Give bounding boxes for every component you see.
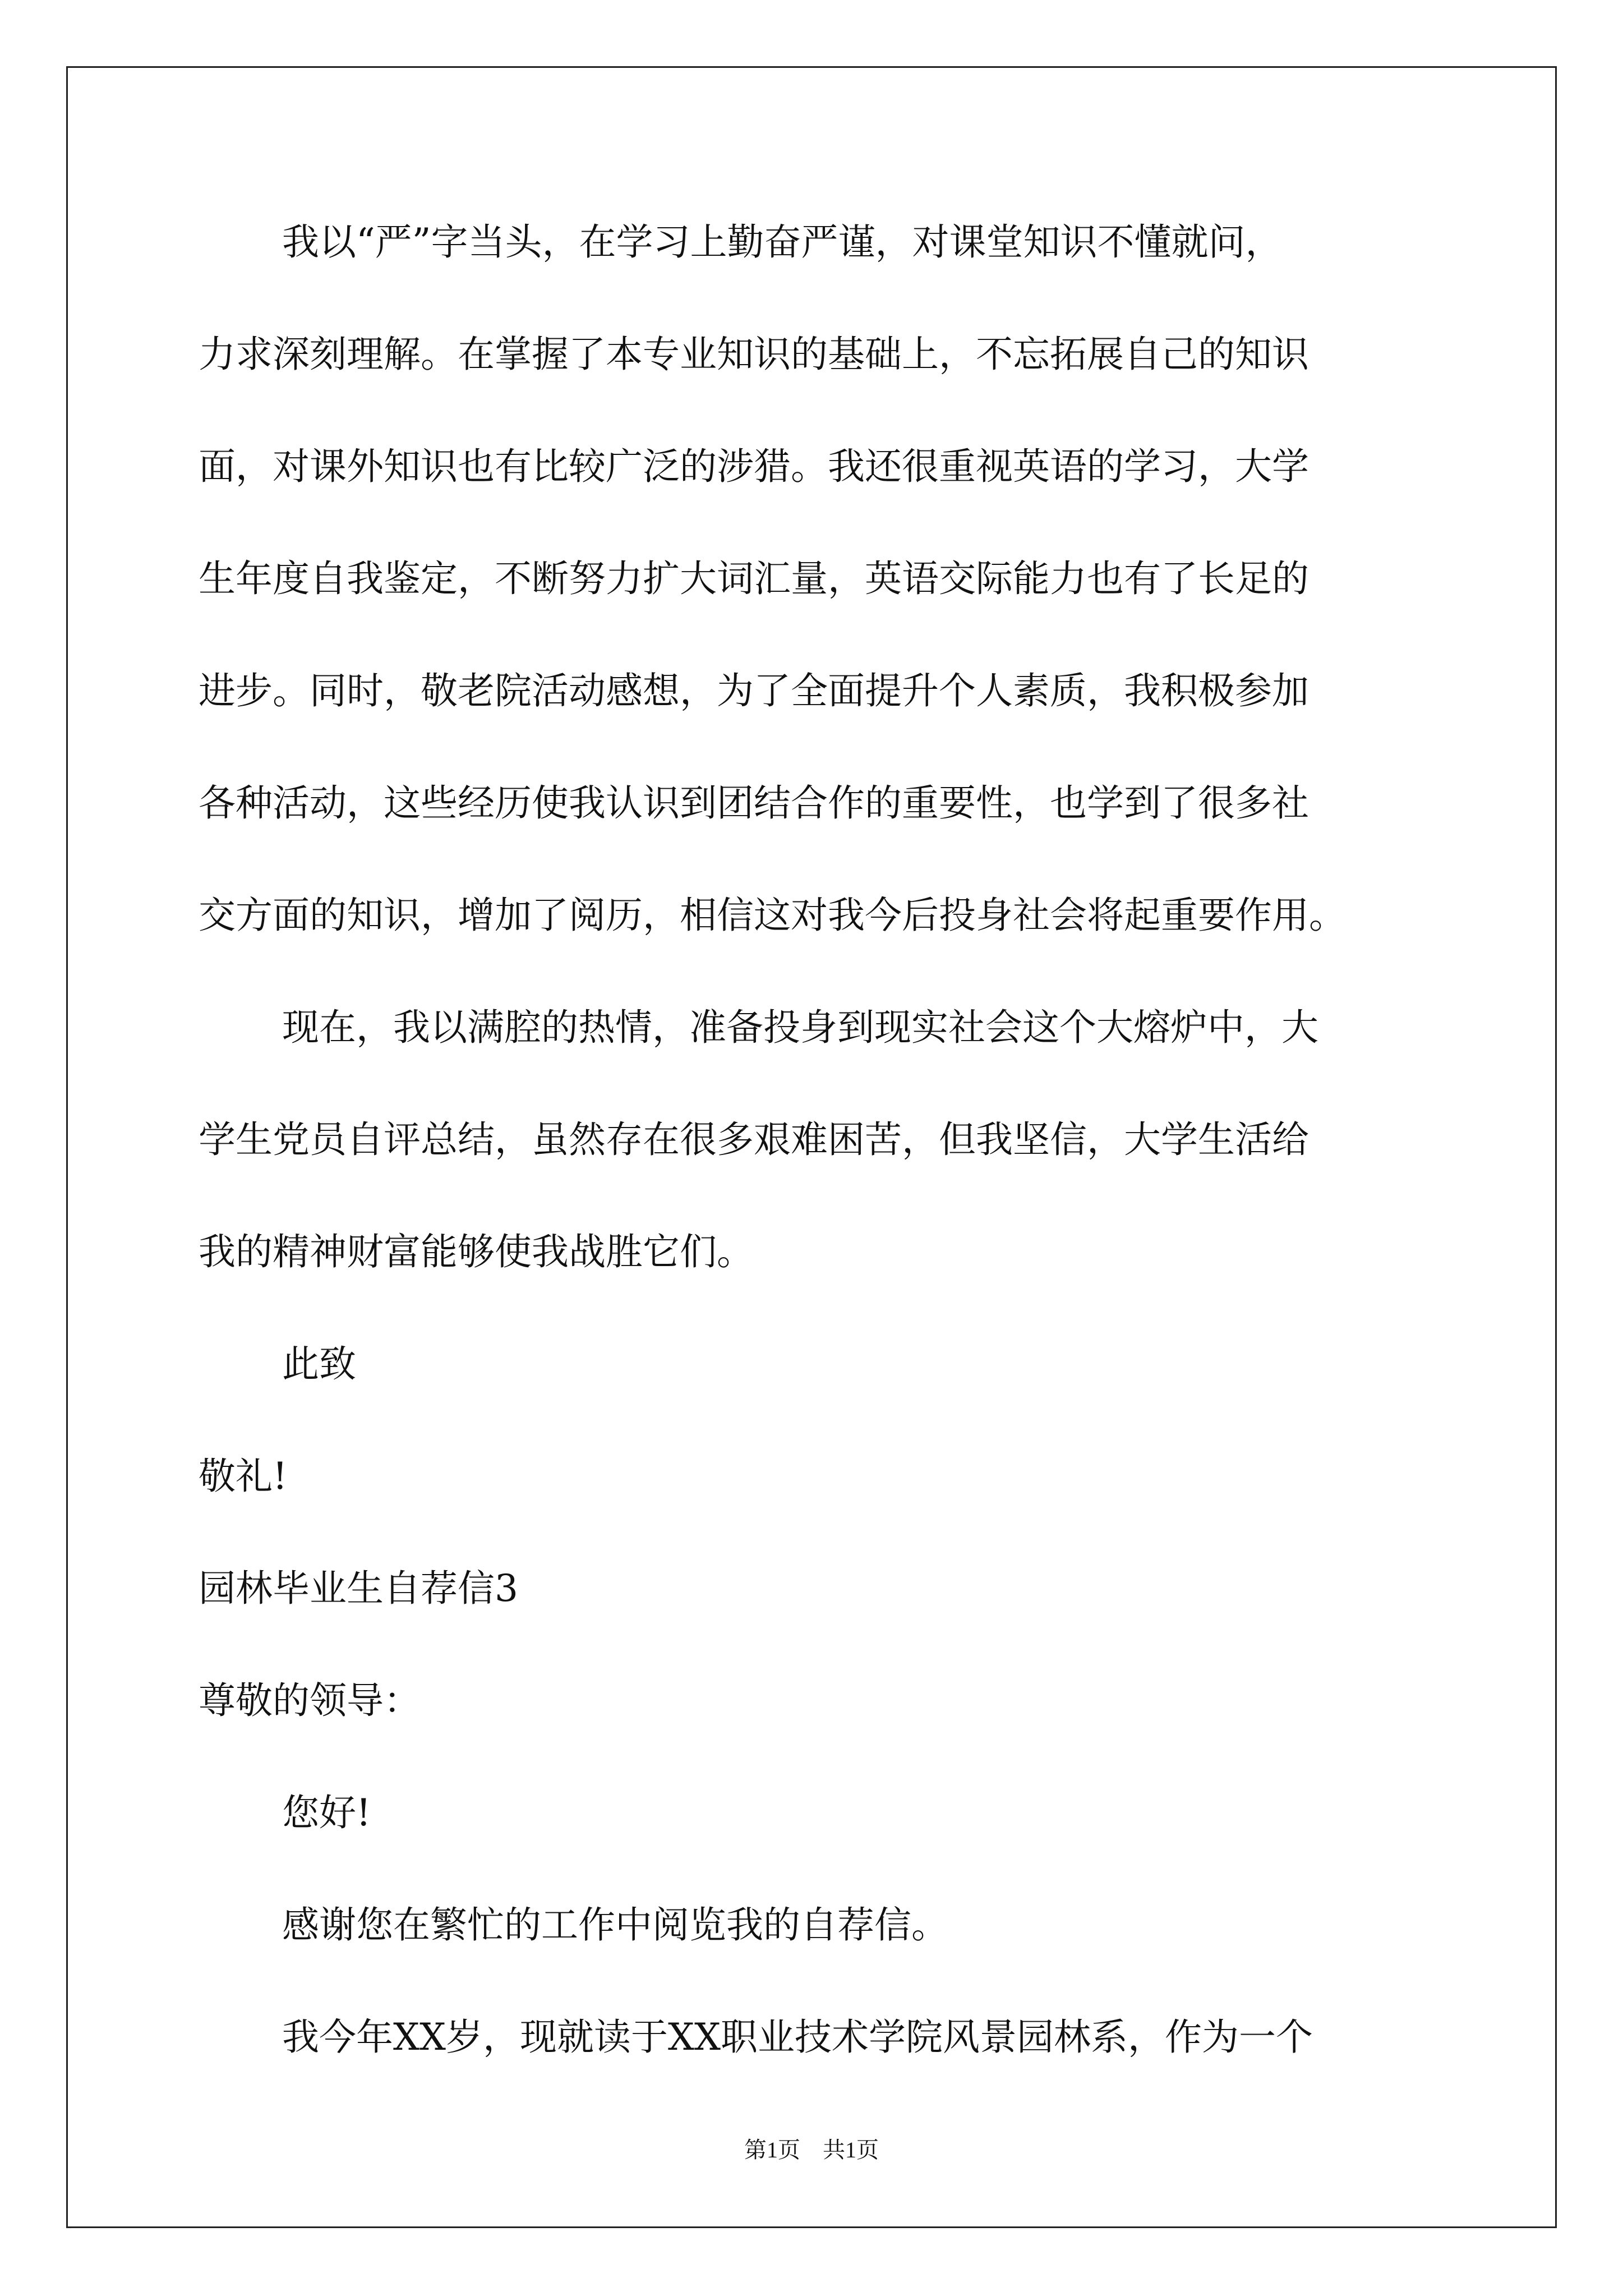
closing-cizhi: 此致 [282, 1342, 356, 1386]
paragraph-1-line-7: 交方面的知识，增加了阅历，相信这对我今后投身社会将起重要作用。 [199, 894, 1346, 937]
page-footer: 第1页 共1页 [744, 2137, 879, 2162]
intro-line: 我今年XX岁，现就读于XX职业技术学院风景园林系，作为一个 [282, 2016, 1313, 2059]
paragraph-1-line-6: 各种活动，这些经历使我认识到团结合作的重要性，也学到了很多社 [199, 781, 1309, 825]
greeting: 您好! [282, 1791, 371, 1834]
paragraph-2-line-1: 现在，我以满腔的热情，准备投身到现实社会这个大熔炉中，大 [282, 1006, 1318, 1049]
thanks-line: 感谢您在繁忙的工作中阅览我的自荐信。 [282, 1903, 948, 1947]
paragraph-1-line-3: 面，对课外知识也有比较广泛的涉猎。我还很重视英语的学习，大学 [199, 445, 1309, 488]
closing-jingli: 敬礼! [199, 1455, 288, 1498]
letter-title: 园林毕业生自荐信3 [199, 1567, 518, 1610]
paragraph-2-line-3: 我的精神财富能够使我战胜它们。 [199, 1230, 754, 1273]
paragraph-1-line-1: 我以“严”字当头，在学习上勤奋严谨，对课堂知识不懂就问， [282, 220, 1283, 264]
paragraph-1-line-5: 进步。同时，敬老院活动感想，为了全面提升个人素质，我积极参加 [199, 669, 1309, 712]
paragraph-1-line-2: 力求深刻理解。在掌握了本专业知识的基础上，不忘拓展自己的知识 [199, 333, 1309, 376]
paragraph-2-line-2: 学生党员自评总结，虽然存在很多艰难困苦，但我坚信，大学生活给 [199, 1118, 1309, 1161]
salutation: 尊敬的领导： [199, 1679, 421, 1722]
paragraph-1-line-4: 生年度自我鉴定，不断努力扩大词汇量，英语交际能力也有了长足的 [199, 557, 1309, 600]
